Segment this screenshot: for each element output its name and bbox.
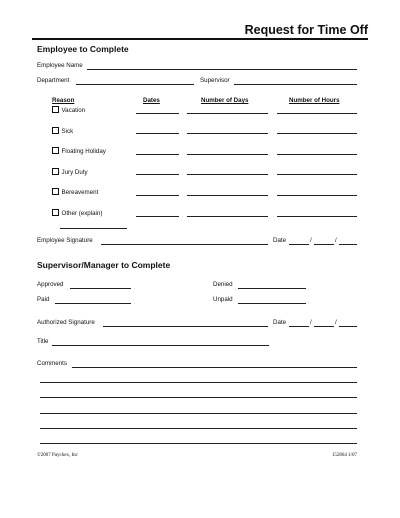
reason-row[interactable] xyxy=(52,127,73,135)
hours-field[interactable] xyxy=(277,216,357,217)
employee-date-year-field[interactable] xyxy=(339,244,357,245)
supervisor-section-heading: Supervisor/Manager to Complete xyxy=(37,260,171,270)
days-field[interactable] xyxy=(187,174,268,175)
other-explain-field[interactable] xyxy=(60,228,127,229)
reason-label: Floating Holiday xyxy=(61,148,106,155)
date-separator: / xyxy=(335,319,337,326)
comments-line[interactable] xyxy=(40,428,357,429)
reason-row[interactable] xyxy=(52,188,98,196)
form-number: 152864 1/07 xyxy=(331,453,357,458)
supervisor-label: Supervisor xyxy=(200,77,230,84)
denied-label: Denied xyxy=(213,281,233,288)
dates-field[interactable] xyxy=(136,133,179,134)
supervisor-date-day-field[interactable] xyxy=(314,326,334,327)
employee-name-label: Employee Name xyxy=(37,62,83,69)
paid-field[interactable] xyxy=(55,303,131,304)
approved-field[interactable] xyxy=(70,288,131,289)
hours-field[interactable] xyxy=(277,133,357,134)
denied-field[interactable] xyxy=(238,288,306,289)
reason-row[interactable] xyxy=(52,147,106,155)
reason-row[interactable] xyxy=(52,106,85,114)
days-field[interactable] xyxy=(187,154,268,155)
authorized-signature-label: Authorized Signature xyxy=(37,319,95,326)
unpaid-label: Unpaid xyxy=(213,296,233,303)
comments-line[interactable] xyxy=(40,413,357,414)
hours-field[interactable] xyxy=(277,113,357,114)
checkbox-icon[interactable] xyxy=(52,106,59,113)
comments-line[interactable] xyxy=(40,382,357,383)
days-field[interactable] xyxy=(187,195,268,196)
unpaid-field[interactable] xyxy=(238,303,306,304)
approved-label: Approved xyxy=(37,281,64,288)
hours-field[interactable] xyxy=(277,154,357,155)
reason-label: Bereavement xyxy=(61,189,99,196)
dates-field[interactable] xyxy=(136,113,179,114)
employee-date-label: Date xyxy=(273,237,287,244)
checkbox-icon[interactable] xyxy=(52,188,59,195)
employee-date-day-field[interactable] xyxy=(314,244,334,245)
hours-field[interactable] xyxy=(277,195,357,196)
comments-line[interactable] xyxy=(72,367,357,368)
dates-field[interactable] xyxy=(136,195,179,196)
comments-label: Comments xyxy=(37,360,67,367)
days-field[interactable] xyxy=(187,113,268,114)
hours-field[interactable] xyxy=(277,174,357,175)
days-field[interactable] xyxy=(187,216,268,217)
title-divider xyxy=(32,38,368,40)
dates-field[interactable] xyxy=(136,174,179,175)
employee-name-field[interactable] xyxy=(87,69,357,70)
checkbox-icon[interactable] xyxy=(52,147,59,154)
date-separator: / xyxy=(335,237,337,244)
employee-date-month-field[interactable] xyxy=(289,244,309,245)
department-field[interactable] xyxy=(76,84,194,85)
dates-field[interactable] xyxy=(136,154,179,155)
checkbox-icon[interactable] xyxy=(52,209,59,216)
reason-row[interactable] xyxy=(52,209,102,217)
supervisor-date-label: Date xyxy=(273,319,287,326)
reason-label: Sick xyxy=(61,128,74,135)
reason-column-header: Reason xyxy=(52,97,75,104)
reason-row[interactable] xyxy=(52,168,88,176)
supervisor-field[interactable] xyxy=(234,84,357,85)
employee-signature-field[interactable] xyxy=(101,244,268,245)
employee-section-heading: Employee to Complete xyxy=(37,44,129,54)
date-separator: / xyxy=(310,319,312,326)
authorized-signature-field[interactable] xyxy=(103,326,268,327)
checkbox-icon[interactable] xyxy=(52,127,59,134)
reason-label: Jury Duty xyxy=(61,169,88,176)
supervisor-date-year-field[interactable] xyxy=(339,326,357,327)
hours-column-header: Number of Hours xyxy=(289,97,340,104)
employee-signature-label: Employee Signature xyxy=(37,237,93,244)
comments-line[interactable] xyxy=(40,397,357,398)
reason-label: Vacation xyxy=(61,107,86,114)
checkbox-icon[interactable] xyxy=(52,168,59,175)
copyright-text: ©2007 Paychex, Inc xyxy=(37,453,78,458)
title-field[interactable] xyxy=(52,345,269,346)
form-title: Request for Time Off xyxy=(244,23,368,37)
department-label: Department xyxy=(37,77,70,84)
date-separator: / xyxy=(310,237,312,244)
reason-label: Other (explain) xyxy=(61,210,103,217)
supervisor-date-month-field[interactable] xyxy=(289,326,309,327)
dates-field[interactable] xyxy=(136,216,179,217)
paid-label: Paid xyxy=(37,296,50,303)
dates-column-header: Dates xyxy=(143,97,160,104)
comments-line[interactable] xyxy=(40,443,357,444)
days-field[interactable] xyxy=(187,133,268,134)
title-label: Title xyxy=(37,338,49,345)
days-column-header: Number of Days xyxy=(201,97,249,104)
